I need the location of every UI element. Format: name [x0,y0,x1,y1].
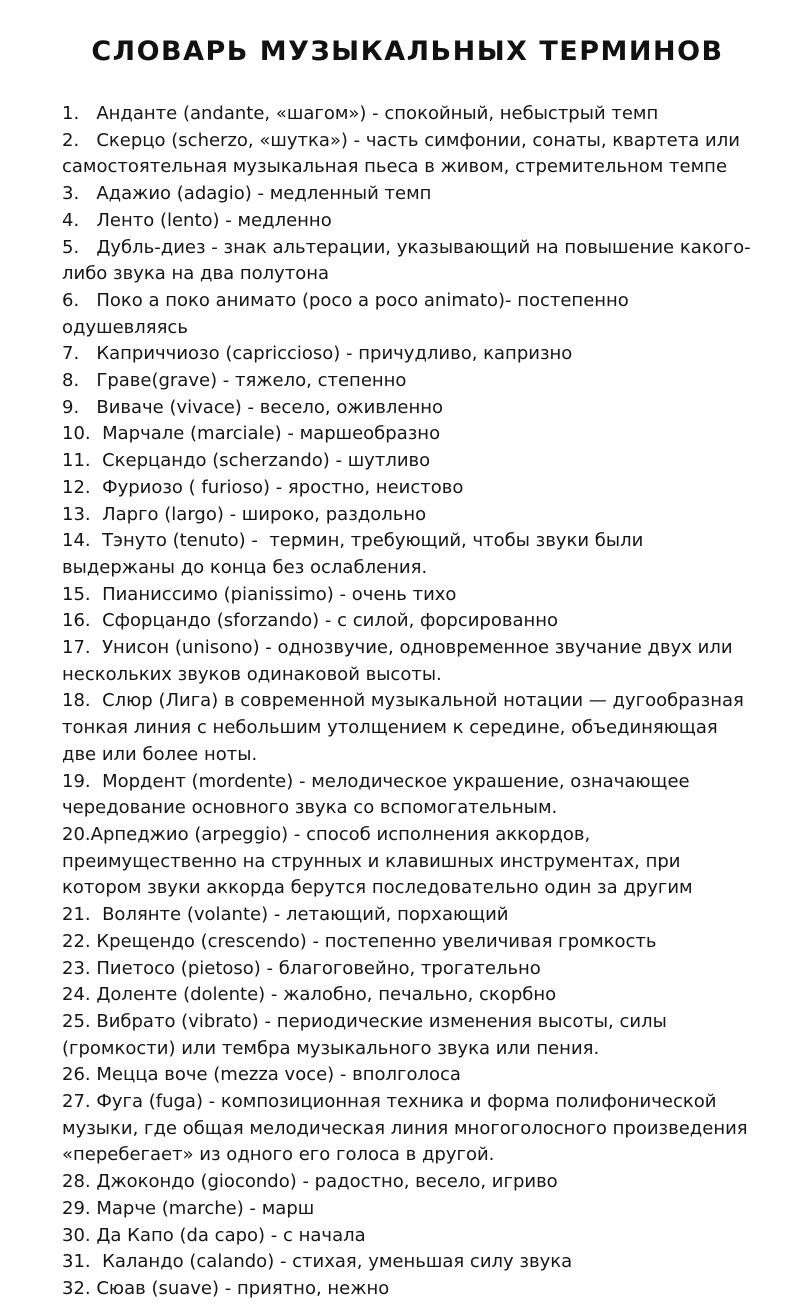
term-number: 8. [62,370,97,392]
term-item [62,769,753,822]
term-text: Пиетосо (pietoso) - благоговейно, трогательно [96,957,541,979]
term-item [62,1249,753,1276]
term-text: Фуриозо ( furioso) - яростно, неистово [102,476,464,498]
term-number: 31. [62,1251,103,1273]
term-number: 22. [62,930,97,952]
term-text: Поко а поко анимато (poco a poco animato)- постепенно одушевляясь [62,289,635,338]
term-text: Ларго (largo) - широко, раздольно [102,503,427,525]
term-item [62,1169,753,1196]
term-item [62,341,753,368]
term-text: Ленто (lento) - медленно [96,209,332,231]
term-number: 15. [62,583,103,605]
term-item [62,235,753,288]
term-number: 23. [62,957,97,979]
term-text: Крещендо (crescendo) - постепенно увеличивая громкость [96,930,657,952]
term-number: 32. [62,1277,97,1299]
term-item [62,421,753,448]
term-text: Мордент (mordente) - мелодическое украшение, означающее чередование основного звука со вспомогательным. [62,770,696,819]
term-item [62,1223,753,1250]
term-item [62,582,753,609]
term-item [62,181,753,208]
term-text: Унисон (unisono) - однозвучие, одновременное звучание двух или нескольких звуков одинаковой высоты. [62,637,739,685]
term-text: Граве(grave) - тяжело, степенно [96,370,407,392]
term-item [62,475,753,502]
term-number: 16. [62,610,103,632]
term-number: 18. [62,690,103,712]
term-number: 12. [62,476,103,498]
term-item [62,929,753,956]
term-text: Сюав (suave) - приятно, нежно [96,1277,390,1299]
term-item [62,1196,753,1223]
term-number: 1. [62,103,97,124]
term-item [62,502,753,529]
term-text: Доленте (dolente) - жалобно, печально, скорбно [96,984,557,1006]
terms-list [62,101,753,1303]
term-number: 25. [62,1010,97,1032]
term-number: 29. [62,1197,97,1219]
term-item [62,635,753,688]
term-number: 13. [62,503,103,525]
term-number: 17. [62,637,103,659]
term-number: 26. [62,1064,97,1086]
term-number: 30. [62,1224,97,1246]
term-item [62,448,753,475]
term-text: Волянте (volante) - летающий, порхающий [102,904,509,926]
term-number: 24. [62,984,97,1006]
term-number: 10. [62,423,103,445]
term-number: 3. [62,183,97,205]
term-item [62,1062,753,1089]
term-text: Скерцандо (scherzando) - шутливо [102,450,431,472]
term-item [62,608,753,635]
term-item [62,1089,753,1169]
term-number: 6. [62,289,97,311]
term-text: Скерцо (scherzo, «шутка») - часть симфонии, сонаты, квартета или самостоятельная музыкальная пьеса в живом, стремительном темпе [62,129,746,178]
term-text: Джокондо (giocondo) - радостно, весело, игриво [96,1171,558,1193]
term-text: Да Капо (da capo) - с начала [96,1224,366,1246]
term-text: Тэнуто (tenuto) - термин, требующий, чтобы звуки были выдержаны до конца без ослабления. [62,530,650,578]
term-number: 27. [62,1091,97,1113]
term-number: 14. [62,530,103,552]
term-number: 28. [62,1171,97,1193]
term-number: 5. [62,236,97,258]
term-item [62,688,753,768]
term-text: Вибрато (vibrato) - периодические изменения высоты, силы (громкости) или тембра музыкального звука или пения. [62,1010,673,1059]
term-text: Мецца воче (mezza voce) - вполголоса [96,1064,461,1086]
term-text: Адажио (adagio) - медленный темп [96,183,432,205]
term-text: Сфорцандо (sforzando) - с силой, форсированно [102,610,559,632]
term-number: 7. [62,343,97,365]
term-item [62,1276,753,1303]
term-text: Анданте (andante, «шагом») - спокойный, небыстрый темп [96,103,659,124]
term-text: Дубль-диез - знак альтерации, указывающий на повышение какого-либо звука на два полутона [62,236,751,285]
term-text: Каприччиозо (capriccioso) - причудливо, капризно [96,343,573,365]
term-text: Пианиссимо (pianissimo) - очень тихо [102,583,457,605]
term-number: 4. [62,209,97,231]
term-item [62,128,753,181]
term-text: Слюр (Лига) в современной музыкальной нотации — дугообразная тонкая линия с небольшим утолщением к середине, объединяющая две или более ноты. [62,690,750,765]
document-title: СЛОВАРЬ МУЗЫКАЛЬНЫХ ТЕРМИНОВ [91,36,724,67]
term-item [62,395,753,422]
term-number: 2. [62,129,97,151]
term-text: Арпеджио (arpeggio) - способ исполнения аккордов, преимущественно на струнных и клавишных инструментах, при котором звуки аккорда берутся последовательно один за другим [62,823,693,899]
term-number: 19. [62,770,103,792]
term-text: Марче (marche) - марш [96,1197,315,1219]
term-item [62,288,753,341]
term-text: Марчале (marciale) - маршеобразно [102,423,441,445]
term-item [62,902,753,929]
term-number: 9. [62,396,97,418]
term-item [62,528,753,581]
term-number: 11. [62,450,103,472]
term-text: Виваче (vivace) - весело, оживленно [96,396,444,418]
term-number: 21. [62,904,103,926]
term-item [62,101,753,128]
term-number: 20. [62,823,91,845]
term-text: Фуга (fuga) - композиционная техника и форма полифонической музыки, где общая мелодическая линия многоголосного произведения «перебегает» из одного его голоса в другой. [62,1091,754,1166]
term-item [62,982,753,1009]
term-item [62,208,753,235]
term-item [62,1009,753,1062]
term-text: Каландо (calando) - стихая, уменьшая силу звука [102,1251,573,1273]
term-item [62,368,753,395]
term-item [62,822,753,902]
term-item [62,956,753,983]
